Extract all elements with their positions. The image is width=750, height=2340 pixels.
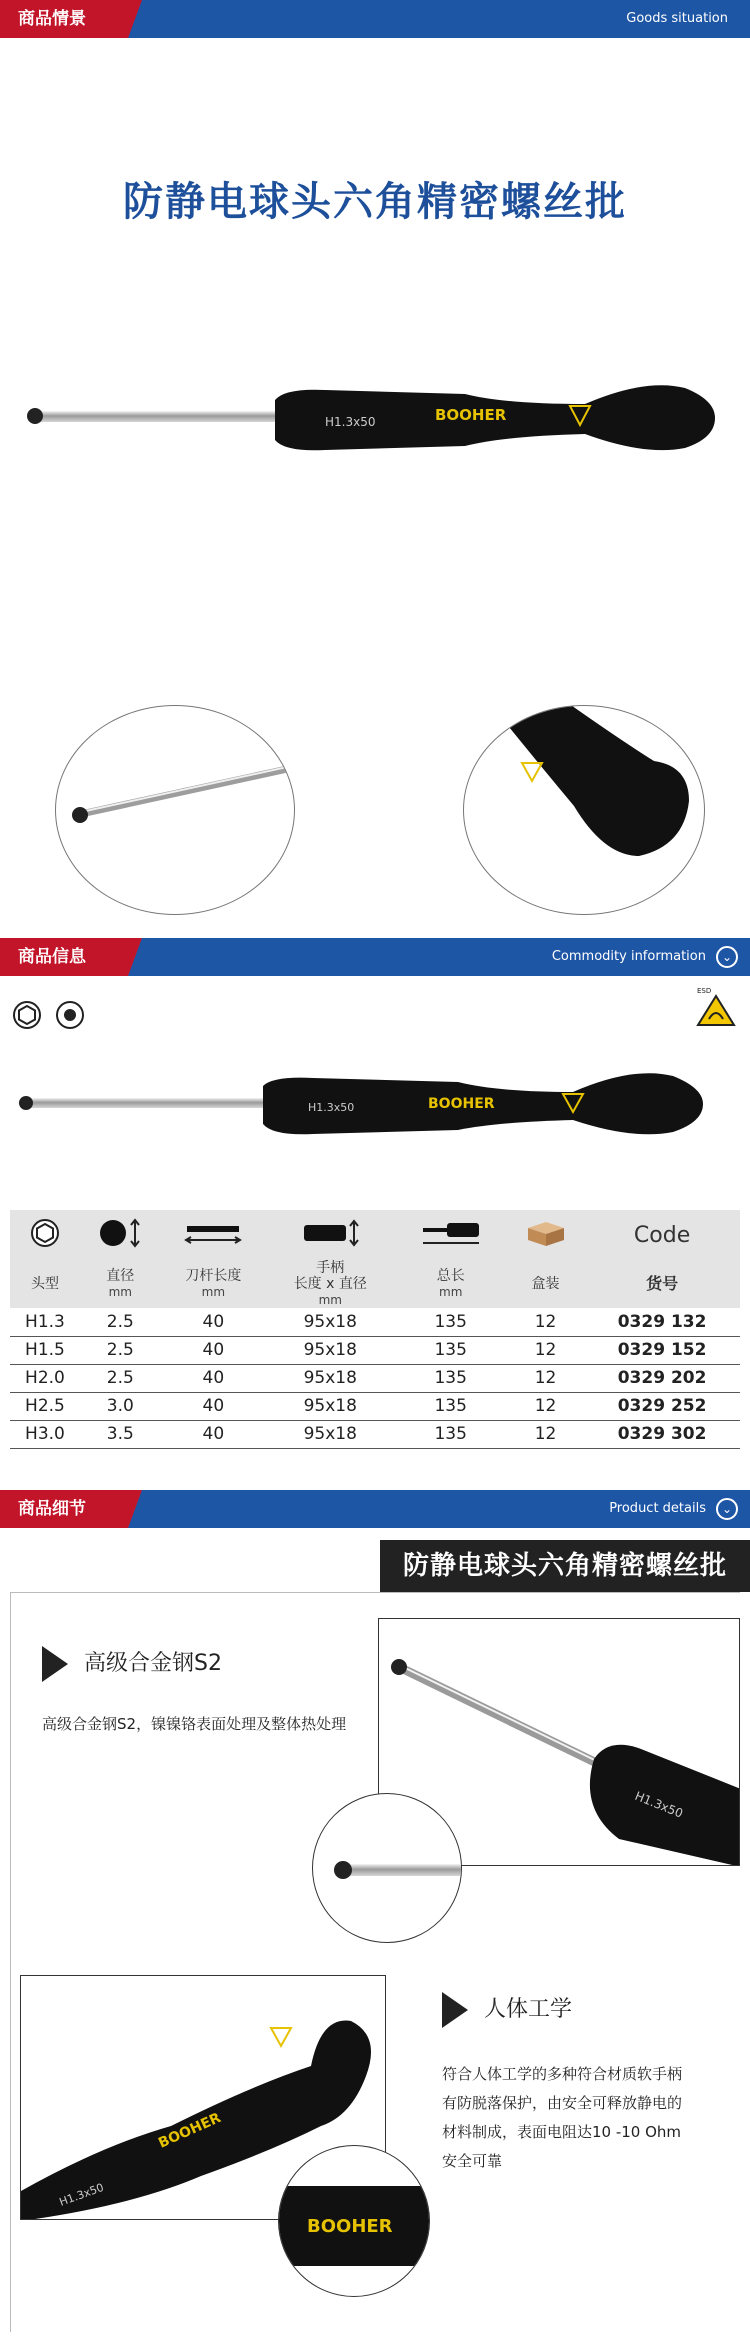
cell: 0329 252 — [584, 1392, 740, 1420]
cell: H2.0 — [10, 1364, 80, 1392]
cell: 40 — [161, 1420, 266, 1448]
box-icon — [507, 1210, 584, 1260]
col-handle: 手柄 长度 x 直径 mm — [266, 1260, 395, 1308]
cell: 135 — [395, 1336, 507, 1364]
cell: 95x18 — [266, 1308, 395, 1336]
banner-tab-label: 商品情景 — [0, 0, 128, 38]
ball-hex-tip-icon — [55, 1000, 85, 1030]
model-marking: H1.3x50 — [325, 415, 376, 429]
model-marking: H1.3x50 — [632, 1788, 685, 1821]
cell: 40 — [161, 1392, 266, 1420]
cell: 40 — [161, 1364, 266, 1392]
handle-size-icon — [266, 1210, 395, 1260]
banner-english-label: Commodity information — [551, 949, 706, 964]
zoom-circle-tip — [55, 705, 295, 915]
cell: H2.5 — [10, 1392, 80, 1420]
screwdriver-hero-image — [25, 370, 715, 470]
triangle-arrow-icon — [442, 1992, 468, 2028]
zoom-circle-ball-tip — [312, 1793, 462, 1943]
triangle-arrow-icon — [42, 1646, 68, 1682]
feature-line: 有防脱落保护，由安全可释放静电的 — [442, 2094, 683, 2112]
cell: 0329 132 — [584, 1308, 740, 1336]
cell: 0329 152 — [584, 1336, 740, 1364]
banner-english-label: Product details — [609, 1501, 706, 1516]
brand-marking: BOOHER — [156, 2109, 224, 2152]
cell: 12 — [507, 1308, 584, 1336]
cell: 12 — [507, 1336, 584, 1364]
banner-english-label: Goods situation — [626, 11, 728, 26]
col-head-type: 头型 — [10, 1260, 80, 1308]
cell: 0329 202 — [584, 1364, 740, 1392]
hex-socket-icon — [12, 1000, 42, 1030]
chevron-down-icon[interactable]: ⌄ — [716, 1498, 738, 1520]
cell: 12 — [507, 1364, 584, 1392]
spec-icon-row — [10, 1210, 740, 1260]
table-row — [10, 1392, 740, 1420]
cell: 135 — [395, 1308, 507, 1336]
cell: 2.5 — [80, 1364, 161, 1392]
details-title: 防静电球头六角精密螺丝批 — [380, 1540, 750, 1592]
cell: 2.5 — [80, 1336, 161, 1364]
zoom-circle-brand — [278, 2145, 430, 2297]
banner-tab-label: 商品信息 — [0, 938, 128, 976]
col-total-length: 总长 mm — [395, 1260, 507, 1308]
brand-marking: BOOHER — [428, 1096, 495, 1112]
shaft-length-icon — [161, 1210, 266, 1260]
code-label: Code — [584, 1210, 740, 1260]
brand-marking: BOOHER — [435, 406, 507, 424]
zoom-circle-handle — [463, 705, 705, 915]
cell: 12 — [507, 1420, 584, 1448]
screwdriver-product-image — [18, 1060, 708, 1150]
feature-text-ergonomic — [442, 2060, 682, 2176]
cell: 40 — [161, 1336, 266, 1364]
cell: 95x18 — [266, 1420, 395, 1448]
total-length-icon — [395, 1210, 507, 1260]
page-title: 防静电球头六角精密螺丝批 — [123, 179, 627, 225]
cell: 95x18 — [266, 1336, 395, 1364]
esd-warning-icon — [695, 985, 737, 1027]
cell: 0329 302 — [584, 1420, 740, 1448]
table-row — [10, 1364, 740, 1392]
cell: 40 — [161, 1308, 266, 1336]
cell: 3.5 — [80, 1420, 161, 1448]
col-shaft-length: 刀杆长度 mm — [161, 1260, 266, 1308]
table-row — [10, 1336, 740, 1364]
cell: 3.0 — [80, 1392, 161, 1420]
brand-marking: BOOHER — [307, 2216, 393, 2237]
feature-line: 材料制成，表面电阻达10 -10 Ohm — [442, 2123, 682, 2141]
cell: 2.5 — [80, 1308, 161, 1336]
esd-badge-text: ESD — [697, 987, 712, 995]
model-marking: H1.3x50 — [308, 1101, 355, 1114]
col-article-no: 货号 — [584, 1260, 740, 1308]
cell: 95x18 — [266, 1392, 395, 1420]
table-row — [10, 1308, 740, 1336]
cell: 135 — [395, 1364, 507, 1392]
banner-tab-label: 商品细节 — [0, 1490, 128, 1528]
model-marking: H1.3x50 — [57, 2180, 106, 2209]
spec-table — [10, 1210, 740, 1449]
feature-heading-ergonomic: 人体工学 — [442, 1992, 572, 2028]
cell: 95x18 — [266, 1364, 395, 1392]
cell: H1.5 — [10, 1336, 80, 1364]
feature-line: 安全可靠 — [442, 2152, 503, 2170]
cell: H3.0 — [10, 1420, 80, 1448]
chevron-down-icon[interactable]: ⌄ — [716, 946, 738, 968]
banner-goods-situation — [0, 0, 750, 38]
cell: H1.3 — [10, 1308, 80, 1336]
diameter-icon — [80, 1210, 161, 1260]
spec-header-row — [10, 1260, 740, 1308]
table-row — [10, 1420, 740, 1448]
cell: 135 — [395, 1392, 507, 1420]
col-box: 盒装 — [507, 1260, 584, 1308]
feature-heading-alloy: 高级合金钢S2 — [42, 1646, 222, 1682]
col-diameter: 直径 mm — [80, 1260, 161, 1308]
banner-commodity-info — [0, 938, 750, 976]
cell: 12 — [507, 1392, 584, 1420]
head-type-icon — [10, 1210, 80, 1260]
feature-line: 符合人体工学的多种符合材质软手柄 — [442, 2065, 683, 2083]
cell: 135 — [395, 1420, 507, 1448]
banner-product-details — [0, 1490, 750, 1528]
feature-text-alloy: 高级合金钢S2，镍镍铬表面处理及整体热处理 — [42, 1715, 347, 1733]
